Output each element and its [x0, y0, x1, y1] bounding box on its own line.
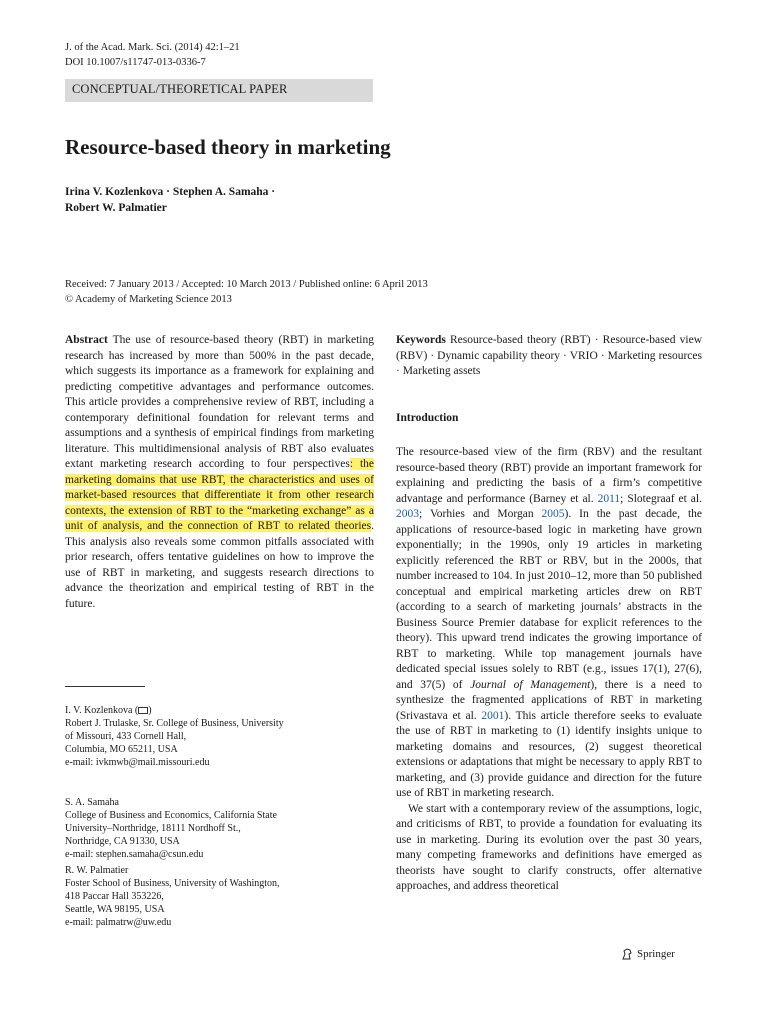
publication-dates: [65, 277, 428, 307]
abstract-highlight: : the marketing domains that use RBT, the characteristics and uses of market-based resources that differentiate it from other research contexts, the extension of RBT to the “marketing exchange” as a unit of analysis, and the connection of RBT to related theories: [65, 458, 374, 532]
citation-link[interactable]: 2001: [481, 709, 505, 722]
affiliation-name: [65, 704, 365, 717]
affiliation-line: University–Northridge, 18111 Nordhoff St.,: [65, 823, 241, 834]
paper-type-banner: CONCEPTUAL/THEORETICAL PAPER: [65, 79, 373, 102]
affiliation-name: S. A. Samaha: [65, 797, 119, 808]
journal-name: Journal of Management: [470, 678, 591, 691]
affiliation-line: of Missouri, 433 Cornell Hall,: [65, 731, 187, 742]
copyright-icon: ©: [65, 294, 76, 305]
affiliation-name: R. W. Palmatier: [65, 865, 129, 876]
publisher-logo: [621, 948, 675, 960]
journal-line: J. of the Acad. Mark. Sci. (2014) 42:1–21: [65, 42, 240, 53]
publisher-name: Springer: [637, 948, 675, 960]
intro-paragraph-2: We start with a contemporary review of the assumptions, logic, and criticisms of RBT, to provide a foundation for evaluating its use in marketing. During its evolution over the past 30 years, many competing frameworks and definitions have emerged as theorists have sought to clarify constructs, offer alternative approaches, and address theoretical: [396, 802, 702, 892]
intro-text: ), there is a need to synthesize the fragmented applications of RBT in marketing (Srivastava et al.: [396, 678, 702, 722]
envelope-icon[interactable]: [138, 707, 148, 714]
affiliation-line: College of Business and Economics, California State: [65, 810, 277, 821]
received-line: Received: 7 January 2013 / Accepted: 10 March 2013 / Published online: 6 April 2013: [65, 279, 428, 290]
affiliation-palmatier: [65, 864, 365, 929]
keywords-text: Resource-based theory (RBT) · Resource-based view (RBV) · Dynamic capability theory · VRIO · Marketing resources · Marketing assets: [396, 334, 703, 377]
email-line[interactable]: e-mail: ivkmwb@mail.missouri.edu: [65, 757, 210, 768]
citation-link[interactable]: 2005: [541, 508, 565, 520]
intro-text: ; Slotegraaf et al.: [620, 492, 702, 505]
intro-text: ; Vorhies and Morgan: [419, 508, 542, 520]
author-list: [65, 184, 275, 216]
affiliation-kozlenkova: [65, 704, 365, 769]
affiliation-line: Columbia, MO 65211, USA: [65, 744, 178, 755]
citation-link[interactable]: 2011: [597, 492, 621, 505]
intro-text: The resource-based view of the firm (RBV) and the resultant resource-based theory (RBT) provide an important framework for explaining and predicting the basis of a firm’s competitive advantage and performance (Barney et al.: [396, 446, 702, 505]
copyright-line: [65, 292, 428, 307]
journal-citation: [65, 40, 240, 70]
doi-line: DOI 10.1007/s11747-013-0336-7: [65, 57, 206, 68]
abstract: [65, 333, 374, 612]
intro-paragraph-1: [396, 445, 702, 802]
author-name-end: ): [148, 705, 152, 716]
email-line[interactable]: e-mail: stephen.samaha@csun.edu: [65, 849, 204, 860]
affiliation-line: 418 Paccar Hall 353226,: [65, 891, 164, 902]
copyright-text: Academy of Marketing Science 2013: [75, 294, 232, 305]
keywords-label: Keywords: [396, 334, 446, 346]
introduction-body: [396, 445, 702, 895]
abstract-text-end: . This analysis also reveals some common pitfalls associated with prior research, offers tentative guidelines on how to improve the use of RBT in marketing, and suggests research directions to advance the theorization and empirical testing of RBT in the future.: [65, 520, 374, 610]
affiliation-line: Seattle, WA 98195, USA: [65, 904, 165, 915]
keywords: [396, 333, 702, 380]
email-line[interactable]: e-mail: palmatrw@uw.edu: [65, 917, 172, 928]
footnote-divider: [65, 686, 145, 687]
springer-horse-icon: [621, 948, 633, 960]
authors-line-1: Irina V. Kozlenkova · Stephen A. Samaha ·: [65, 186, 276, 198]
citation-link[interactable]: 2003: [396, 508, 419, 520]
paper-title: Resource-based theory in marketing: [65, 135, 391, 159]
intro-text: ). In the past decade, the applications of resource-based logic in marketing have grown exponentially; in the 1990s, only 19 articles in marketing explicitly referenced the RBT or RBV, but in the 2000s, that number increased to 104. In just 2010–12, more than 50 published conceptual and empirical marketing articles drew on RBT (according to a search of marketing journals’ abstracts in the Business Source Premier database for explicit references to the theory). This upward trend indicates the growing importance of RBT to marketing. While top management journals have dedicated special issues solely to RBT (e.g., issues 17(1), 27(6), and 37(5) of: [396, 508, 702, 691]
abstract-text: The use of resource-based theory (RBT) in marketing research has increased by more than 500% in the past decade, which suggests its importance as a framework for explaining and predicting competitive advantages and performance outcomes. This article provides a comprehensive review of RBT, including a contemporary definitional foundation for relevant terms and assumptions and a synthesis of empirical findings from marketing literature. This multidimensional analysis of RBT also evaluates extant marketing research according to four perspectives: [65, 334, 374, 470]
affiliation-samaha: [65, 796, 365, 861]
abstract-label: Abstract: [65, 334, 108, 346]
author-name: I. V. Kozlenkova (: [65, 705, 139, 716]
section-heading-introduction: Introduction: [396, 412, 459, 424]
affiliation-line: Foster School of Business, University of Washington,: [65, 878, 280, 889]
intro-text: ). This article therefore seeks to evaluate the use of RBT in marketing to (1) identify insights unique to marketing domains and resources, (2) suggest theoretical extensions or adaptations that might be necessary to apply RBT to marketing, and (3) provide guidance and direction for the future use of RBT in marketing research.: [396, 709, 702, 799]
authors-line-2: Robert W. Palmatier: [65, 202, 167, 214]
affiliation-line: Northridge, CA 91330, USA: [65, 836, 180, 847]
affiliation-line: Robert J. Trulaske, Sr. College of Business, University: [65, 718, 284, 729]
